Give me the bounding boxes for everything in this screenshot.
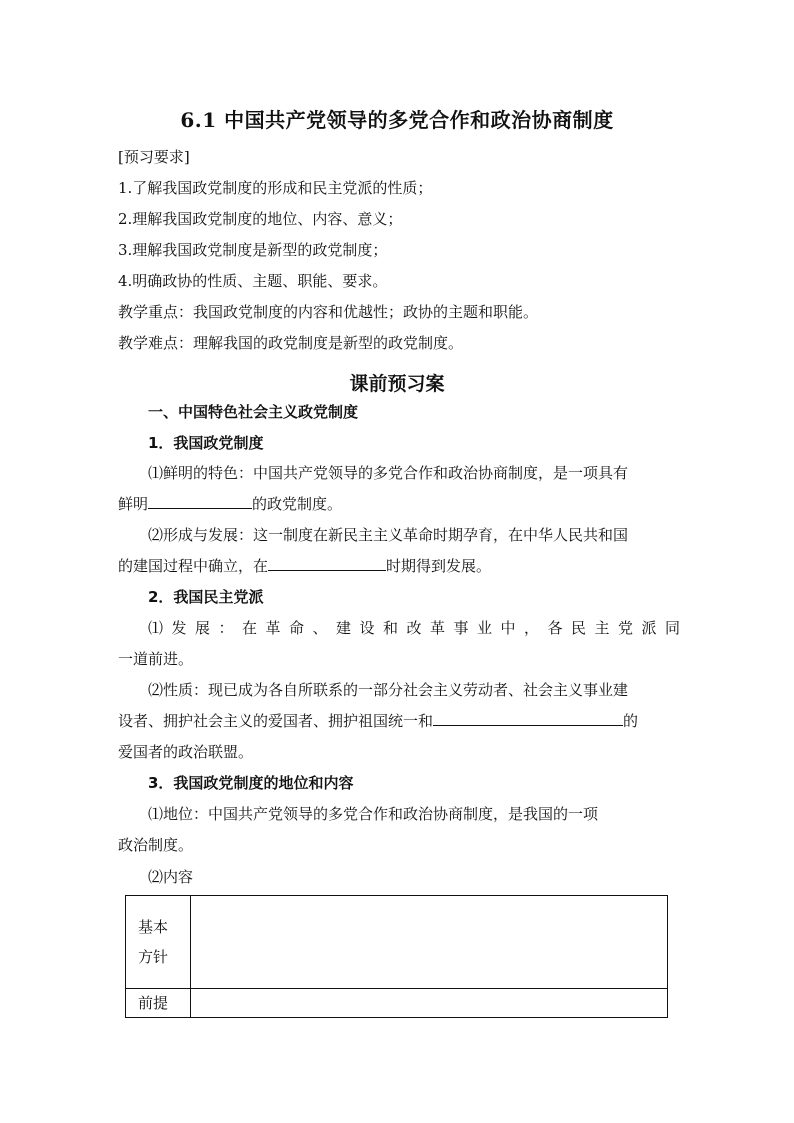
fill-in-blank[interactable] (433, 711, 623, 726)
paragraph-line-with-blank (118, 710, 638, 731)
label-line: 基本 (138, 918, 169, 936)
subsection-heading: 2．我国民主党派 (148, 588, 264, 606)
answer-cell[interactable] (191, 989, 668, 1018)
subsection-heading: 3．我国政党制度的地位和内容 (148, 774, 354, 792)
fill-in-blank[interactable] (148, 494, 252, 509)
answer-cell[interactable] (191, 896, 668, 989)
paragraph-line: 政治制度。 (118, 836, 194, 854)
paragraph-line: 爱国者的政治联盟。 (118, 743, 254, 761)
section-title: 课前预习案 (349, 373, 445, 395)
text-fragment: 时期得到发展。 (386, 557, 492, 575)
paragraph-line: ⑵内容 (148, 868, 194, 886)
fill-in-blank[interactable] (268, 556, 386, 571)
teaching-key-points: 教学重点：我国政党制度的内容和优越性；政协的主题和职能。 (118, 303, 539, 321)
text-fragment: 的 (623, 712, 639, 730)
document-title: 6.1 中国共产党领导的多党合作和政治协商制度 (180, 108, 614, 132)
requirement-item: 1.了解我国政党制度的形成和民主党派的性质； (118, 179, 433, 197)
text-fragment: 的建国过程中确立，在 (118, 557, 269, 575)
part-heading: 一、中国特色社会主义政党制度 (148, 403, 359, 421)
requirement-item: 4.明确政协的性质、主题、职能、要求。 (118, 272, 388, 290)
teaching-difficulty: 教学难点：理解我国的政党制度是新型的政党制度。 (118, 334, 464, 352)
paragraph-line: ⑴地位：中国共产党领导的多党合作和政治协商制度，是我国的一项 (148, 805, 599, 823)
table-row (126, 989, 668, 1018)
text-fragment: 鲜明 (118, 495, 149, 513)
paragraph-line: ⑵形成与发展：这一制度在新民主主义革命时期孕育，在中华人民共和国 (148, 526, 629, 544)
label-line: 方针 (138, 948, 169, 966)
table-row-label (126, 896, 191, 989)
requirement-item: 2.理解我国政党制度的地位、内容、意义； (118, 210, 403, 228)
text-fragment: 的政党制度。 (252, 495, 343, 513)
paragraph-line: ⑵性质：现已成为各自所联系的一部分社会主义劳动者、社会主义事业建 (148, 681, 629, 699)
table-row (126, 896, 668, 989)
paragraph-line-with-blank (118, 555, 491, 576)
paragraph-line: 一道前进。 (118, 650, 194, 668)
preview-requirements-header: [预习要求] (118, 148, 190, 166)
table-row-label: 前提 (126, 989, 191, 1018)
paragraph-line-with-blank (118, 493, 342, 514)
paragraph-line: ⑴鲜明的特色：中国共产党领导的多党合作和政治协商制度，是一项具有 (148, 464, 629, 482)
requirement-item: 3.理解我国政党制度是新型的政党制度； (118, 241, 388, 259)
subsection-heading: 1．我国政党制度 (148, 434, 264, 452)
content-table (125, 895, 668, 1018)
paragraph-line: ⑴发展：在革命、建设和改革事业中，各民主党派同 (148, 619, 689, 637)
text-fragment: 设者、拥护社会主义的爱国者、拥护祖国统一和 (118, 712, 434, 730)
